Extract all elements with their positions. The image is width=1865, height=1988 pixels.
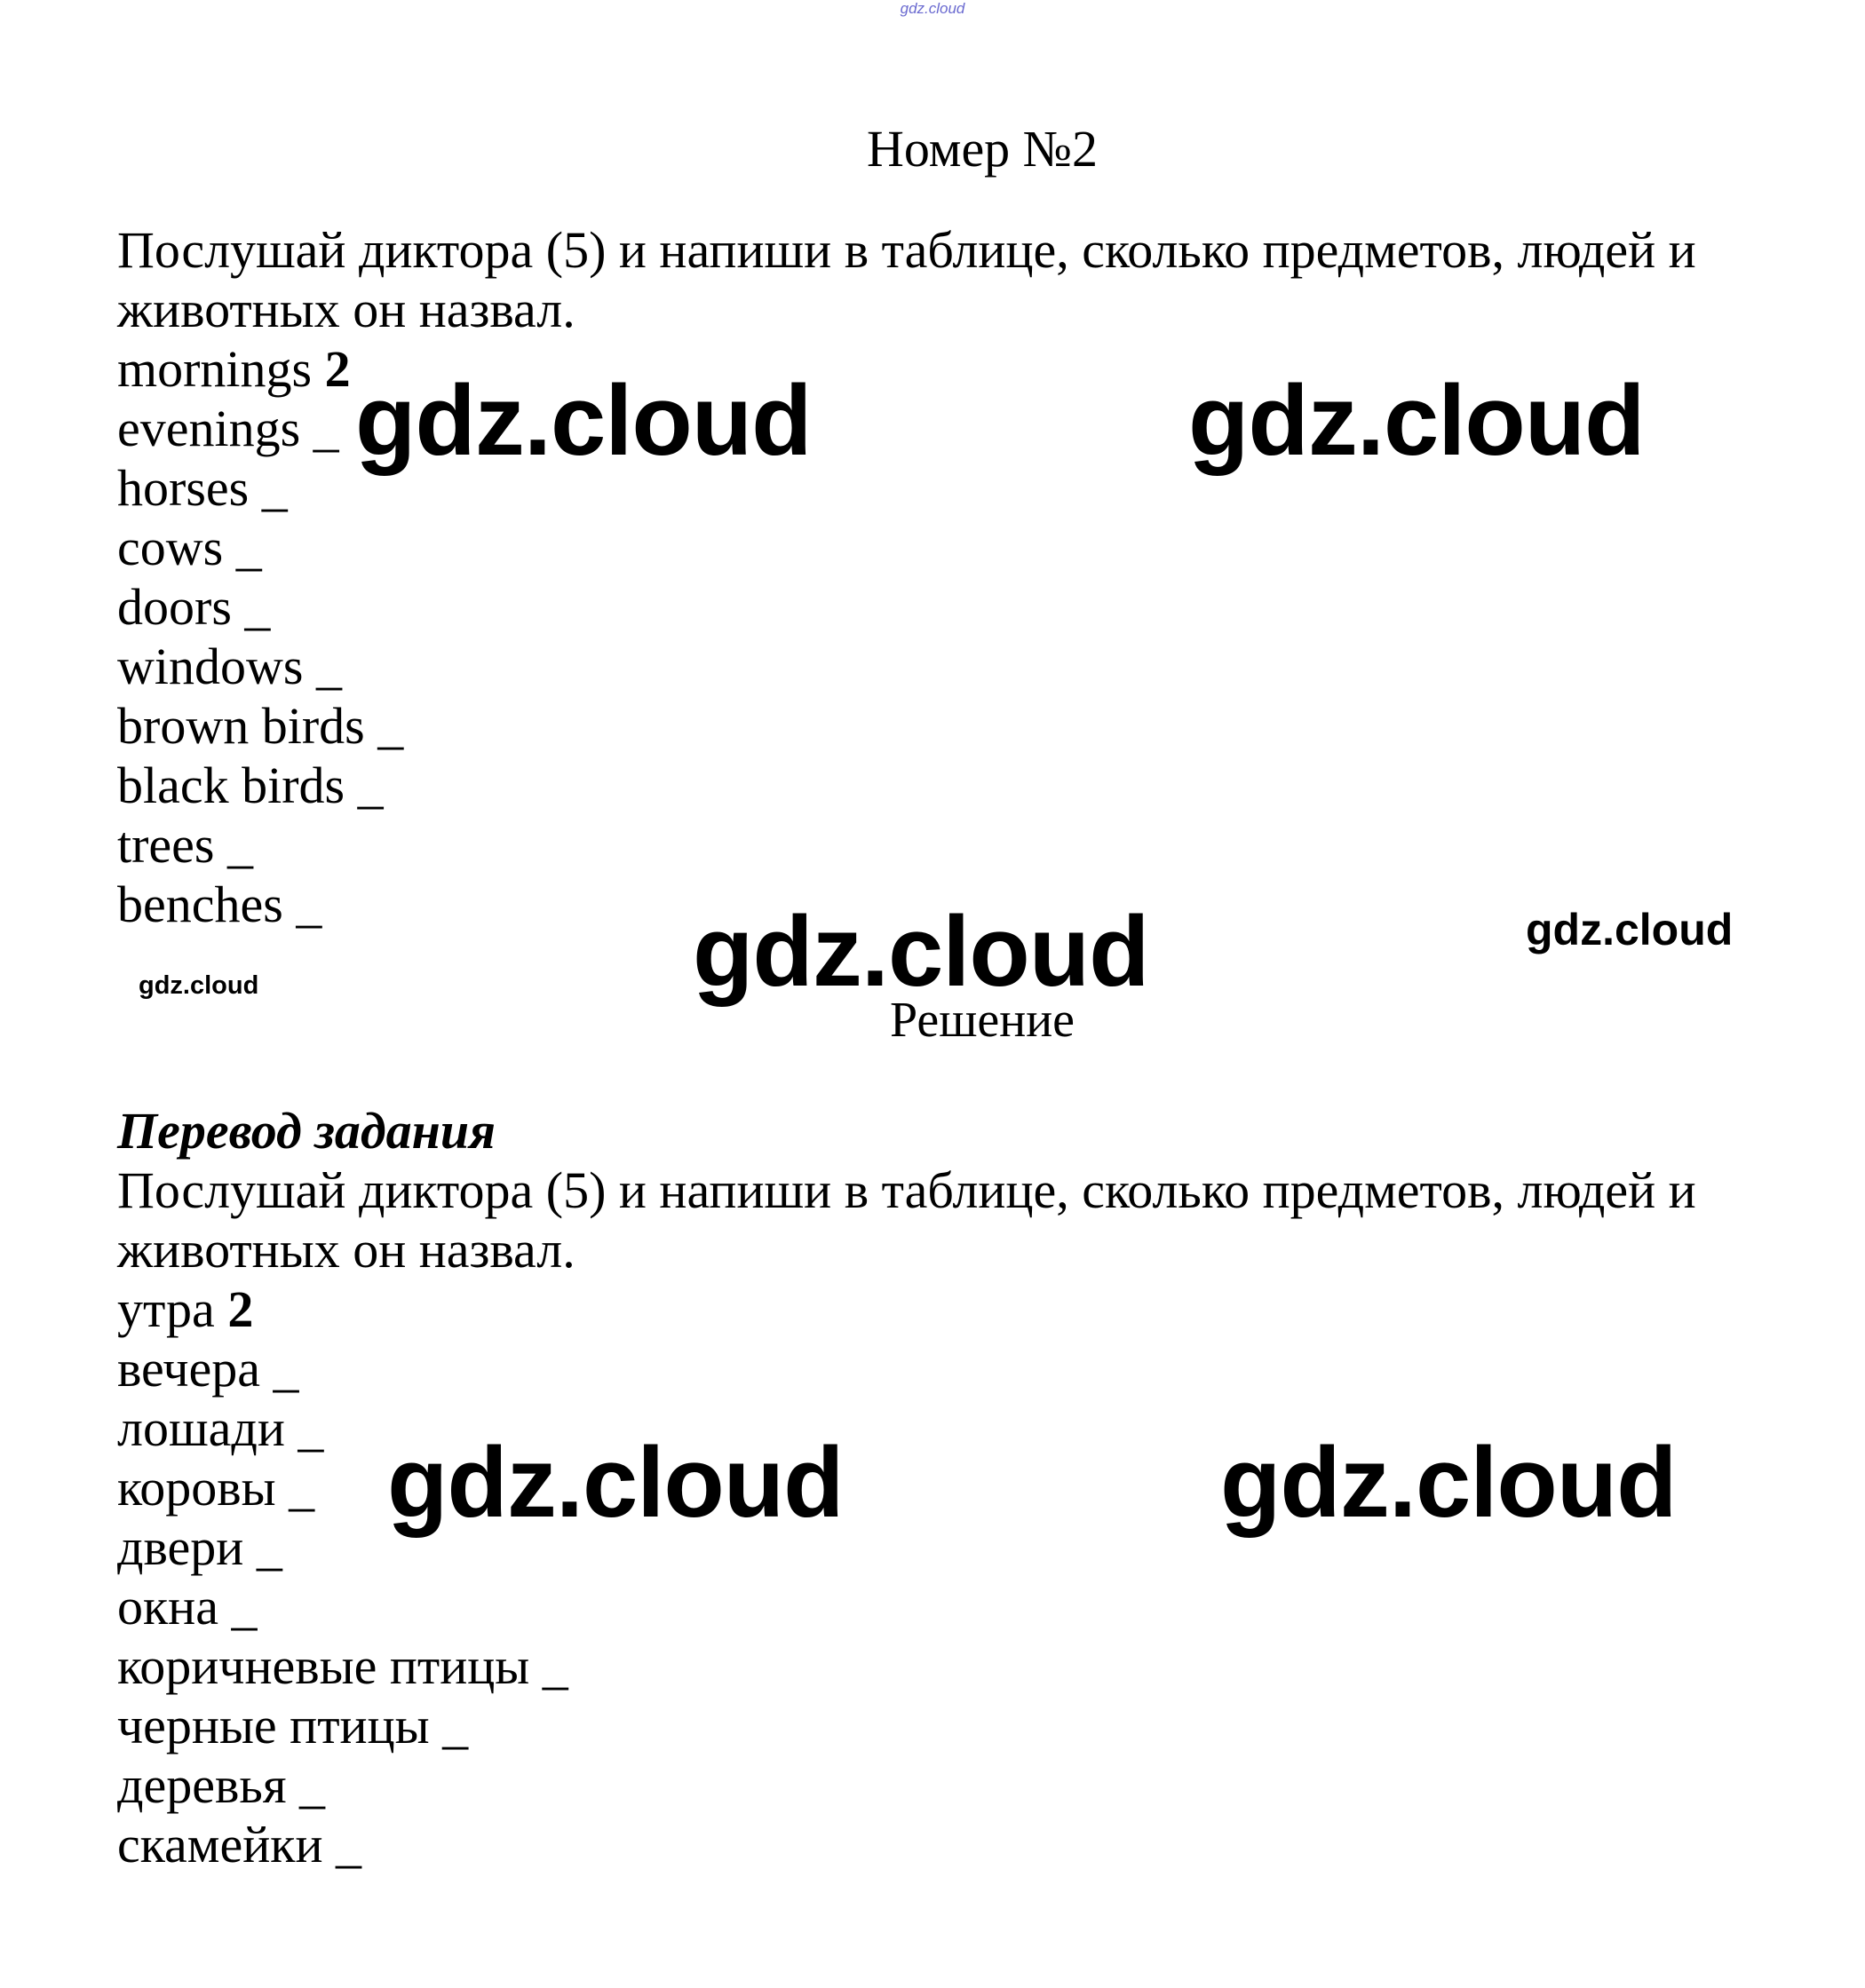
task-item-value: _: [296, 875, 322, 933]
solution-item-value: _: [336, 1816, 361, 1873]
watermark: gdz.cloud: [139, 971, 259, 1000]
solution-item-value: _: [256, 1518, 282, 1576]
solution-item-word: коровы: [117, 1459, 276, 1517]
task-item-word: windows: [117, 638, 304, 695]
task-item-word: benches: [117, 875, 283, 933]
task-instruction-line-1: Послушай диктора (5) и напиши в таблице, сколько предметов, людей и: [117, 221, 1696, 279]
solution-item-word: скамейки: [117, 1816, 323, 1873]
top-watermark: gdz.cloud: [900, 0, 965, 17]
task-item-word: trees: [117, 816, 215, 874]
solution-item-value: _: [289, 1459, 315, 1517]
solution-item-value: _: [299, 1756, 326, 1814]
solution-item: [117, 1279, 1787, 1339]
solution-subheading: Перевод задания: [117, 1102, 496, 1160]
watermark: gdz.cloud: [1220, 1427, 1677, 1538]
solution-item-word: коричневые птицы: [117, 1637, 530, 1695]
task-item-value: _: [315, 638, 342, 695]
solution-item-word: деревья: [117, 1756, 287, 1814]
solution-instruction-line-2: животных он назвал.: [117, 1221, 575, 1279]
solution-item-word: двери: [117, 1518, 244, 1576]
task-item-word: mornings: [117, 340, 313, 398]
solution-item-value: _: [442, 1697, 469, 1754]
solution-item: [117, 1815, 1787, 1874]
task-item-value: _: [357, 756, 384, 814]
solution-item: [117, 1755, 1787, 1815]
task-instruction-line-2: животных он назвал.: [117, 281, 575, 338]
solution-item-word: окна: [117, 1578, 218, 1636]
task-item-value: _: [377, 697, 404, 755]
task-item-value: _: [227, 816, 253, 874]
solution-item-value: _: [273, 1340, 299, 1398]
solution-item-value: _: [542, 1637, 568, 1695]
solution-item-value: _: [231, 1578, 258, 1636]
watermark: gdz.cloud: [1188, 365, 1645, 476]
solution-item: [117, 1577, 1787, 1636]
solution-item-word: лошади: [117, 1399, 285, 1457]
task-item-word: evenings: [117, 400, 301, 457]
task-item: [117, 815, 1787, 875]
task-item-value: 2: [324, 340, 351, 398]
task-item-value: _: [244, 578, 271, 636]
task-item-word: horses: [117, 459, 250, 517]
task-item-word: doors: [117, 578, 232, 636]
task-item-word: black birds: [117, 756, 345, 814]
solution-item: [117, 1339, 1787, 1398]
task-item: [117, 518, 1787, 577]
task-item: [117, 577, 1787, 637]
solution-instruction-line-1: Послушай диктора (5) и напиши в таблице, сколько предметов, людей и: [117, 1161, 1696, 1219]
task-item: [117, 637, 1787, 696]
solution-item-value: 2: [227, 1280, 254, 1338]
solution-item: [117, 1696, 1787, 1755]
task-item: [117, 696, 1787, 756]
task-block: [117, 220, 1787, 934]
watermark: gdz.cloud: [387, 1427, 844, 1538]
task-item: [117, 756, 1787, 815]
task-item-value: _: [261, 459, 288, 517]
task-item-value: _: [235, 519, 262, 576]
watermark: gdz.cloud: [693, 896, 1149, 1007]
watermark: gdz.cloud: [355, 365, 812, 476]
task-item-word: cows: [117, 519, 224, 576]
task-item-word: brown birds: [117, 697, 365, 755]
solution-item-word: черные птицы: [117, 1697, 430, 1754]
solution-title: Решение: [889, 993, 1075, 1048]
page-title: Номер №2: [866, 120, 1099, 178]
solution-item-word: вечера: [117, 1340, 261, 1398]
watermark: gdz.cloud: [1526, 905, 1734, 954]
solution-item-word: утра: [117, 1280, 215, 1338]
solution-item-value: _: [298, 1399, 324, 1457]
task-item-value: _: [313, 400, 339, 457]
solution-item: [117, 1636, 1787, 1696]
